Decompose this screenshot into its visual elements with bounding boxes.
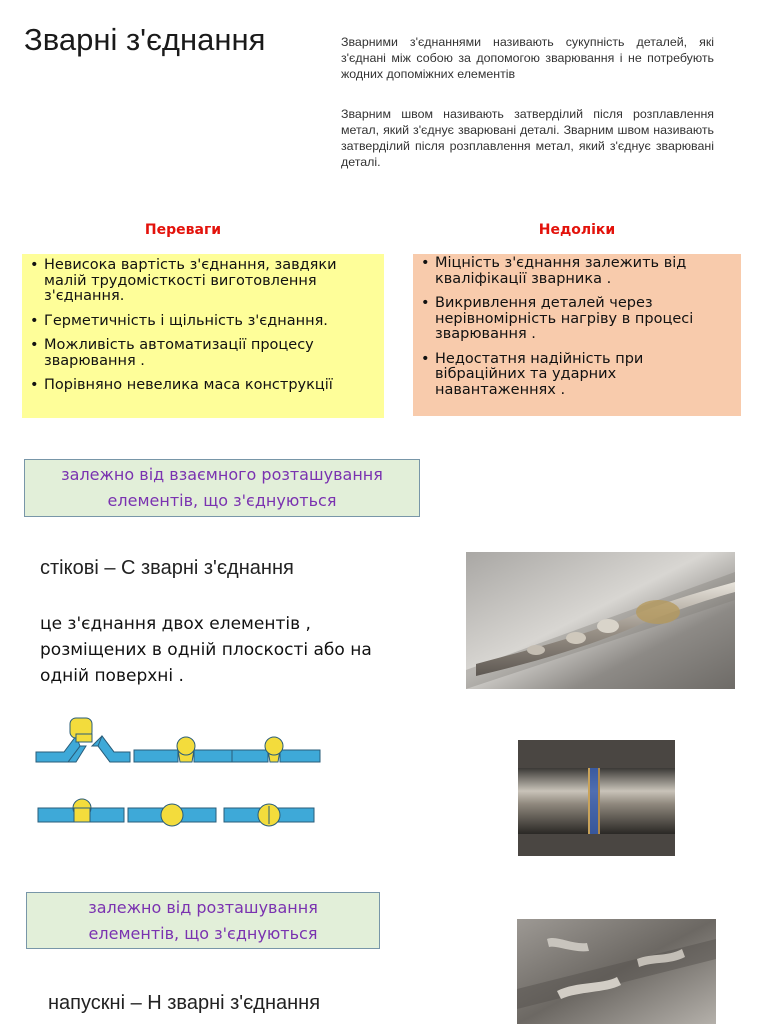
- butt-joint-diagrams: [34, 712, 334, 832]
- classification-box-position: [26, 892, 380, 949]
- intro-definition-seam: Зварним швом називають затверділий після розплавлення метал, який з'єднує зварювані деталі. Зварним швом називають затверділий після розплавлення метал, який з'єднує зварювані деталі.: [341, 107, 714, 169]
- disadvantage-item: • Міцність з'єднання залежить від кваліфікації зварника .: [417, 256, 735, 287]
- intro-definition-joints: Зварними з'єднаннями називають сукупність деталей, які з'єднані між собою за допомогою зварювання і не потребують жодних допоміжних елементів: [341, 35, 714, 81]
- advantages-heading: Переваги: [144, 222, 222, 238]
- classification-box-line: елементів, що з'єднуються: [107, 491, 337, 510]
- classification-box-line: залежно від розташування: [88, 898, 318, 917]
- description-line: одній поверхні .: [40, 666, 184, 686]
- advantage-item: • Герметичність і щільність з'єднання.: [26, 314, 376, 330]
- disadvantages-heading: Недоліки: [538, 222, 616, 238]
- advantage-item: • Можливість автоматизації процесу зварювання .: [26, 338, 376, 369]
- disadvantage-item: • Викривлення деталей через нерівномірність нагріву в процесі зварювання .: [417, 296, 735, 343]
- weld-seam-image: [466, 552, 735, 689]
- lap-weld-image: [517, 919, 716, 1024]
- disadvantage-item: • Недостатня надійність при вібраційних та ударних навантаженнях .: [417, 352, 735, 399]
- butt-joint-diagram-image: [34, 712, 334, 832]
- classification-box-line: елементів, що з'єднуються: [88, 924, 318, 943]
- description-line: розміщених в одній плоскості або на: [40, 640, 372, 660]
- pipe-weld-image: [518, 740, 675, 856]
- classification-box-line: залежно від взаємного розташування: [61, 465, 383, 484]
- butt-joint-subtitle: стікові – С зварні з'єднання: [40, 557, 294, 579]
- description-line: це з'єднання двох елементів ,: [40, 614, 311, 634]
- disadvantages-list: [417, 256, 735, 398]
- butt-joint-description: [40, 611, 420, 689]
- lap-joint-subtitle: напускні – Н зварні з'єднання: [48, 992, 321, 1014]
- disadvantages-box: [413, 254, 741, 416]
- advantages-list: [26, 258, 376, 394]
- lap-weld-photo: [517, 919, 716, 1024]
- pipe-weld-photo: [518, 740, 675, 856]
- advantages-box: [22, 254, 384, 418]
- page-title: Зварні з'єднання: [24, 22, 266, 57]
- weld-seam-photo: [466, 552, 735, 689]
- advantage-item: • Невисока вартість з'єднання, завдяки малій трудомісткості виготовлення з'єднання.: [26, 258, 376, 305]
- classification-box-relative-position: [24, 459, 420, 517]
- advantage-item: • Порівняно невелика маса конструкції: [26, 378, 376, 394]
